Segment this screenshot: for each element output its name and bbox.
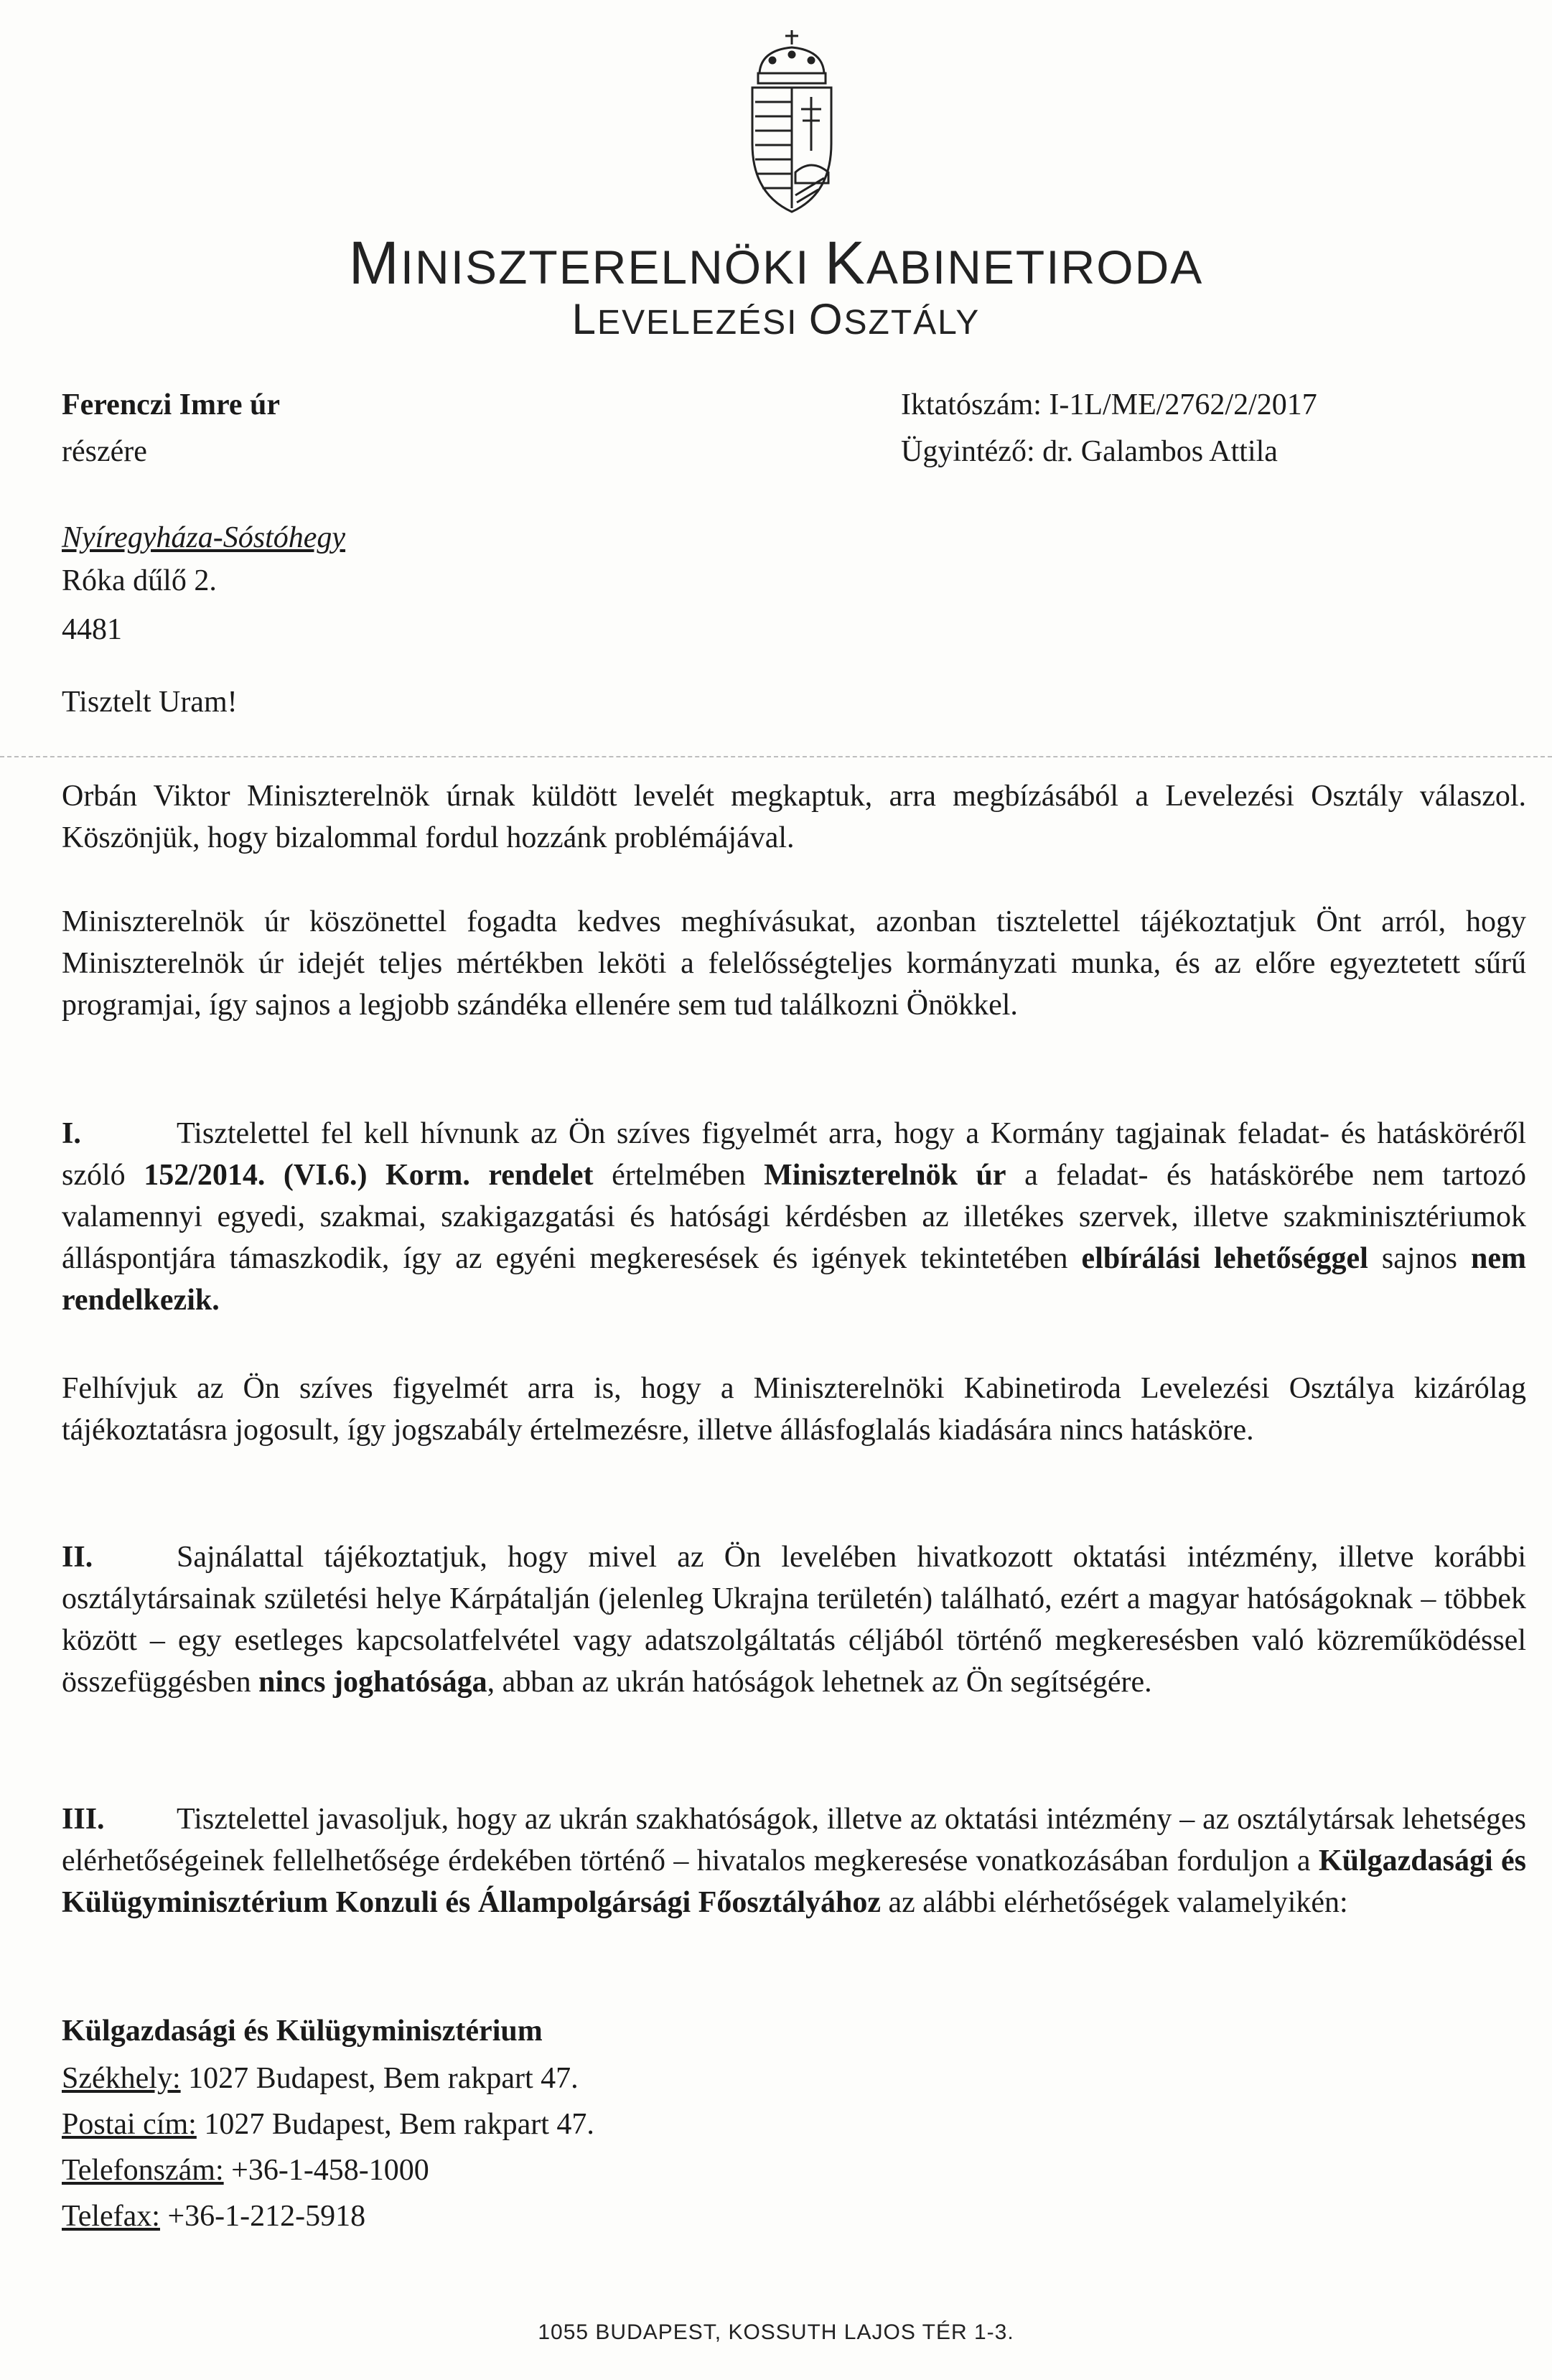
contact-label: Telefax: xyxy=(62,2200,160,2233)
paragraph-intro: Orbán Viktor Miniszterelnök úrnak küldött levelét megkaptuk, arra megbízásából a Levelezési Osztály válaszol. Köszönjük, hogy bizalommal fordul hozzánk problémájával. xyxy=(62,780,1526,854)
case-officer: Ügyintéző: dr. Galambos Attila xyxy=(901,435,1278,468)
contact-postal xyxy=(62,2104,594,2145)
recipient-street: Róka dűlő 2. xyxy=(62,564,217,597)
paragraph-text: sajnos xyxy=(1368,1242,1471,1275)
paragraph-invitation: Miniszterelnök úr köszönettel fogadta kedves meghívásukat, azonban tisztelettel tájékoztatjuk Önt arról, hogy Miniszterelnök úr idejét teljes mértékben leköti a felelősségteljes kormányzati munka, és az előre egyeztetett sűrű programjai, így sajnos a legjobb szándéka ellenére sem tud találkozni Önökkel. xyxy=(62,905,1526,1022)
fold-line xyxy=(0,756,1552,757)
contact-seat xyxy=(62,2058,579,2099)
contact-fax xyxy=(62,2195,365,2237)
coat-of-arms-icon xyxy=(738,29,846,215)
bold-text: nem rendelkezik. xyxy=(62,1242,1526,1317)
paragraph-text: értelmében xyxy=(593,1159,765,1192)
recipient-for: részére xyxy=(62,435,147,468)
section-number: III. xyxy=(62,1803,105,1836)
recipient-name: Ferenczi Imre úr xyxy=(62,388,280,421)
contact-value: +36-1-458-1000 xyxy=(223,2154,429,2187)
paragraph-section-1 xyxy=(62,1113,1526,1321)
contact-title: Külgazdasági és Külügyminisztérium xyxy=(62,2015,543,2048)
office-title: MINISZTERELNÖKI KABINETIRODA xyxy=(348,229,1204,297)
paragraph-section-2 xyxy=(62,1536,1526,1703)
bold-text: Külgazdasági és Külügyminisztérium Konzuli és Állampolgársági Főosztályához xyxy=(62,1844,1526,1919)
contact-value: +36-1-212-5918 xyxy=(159,2200,366,2233)
contact-phone xyxy=(62,2150,429,2191)
contact-value: 1027 Budapest, Bem rakpart 47. xyxy=(196,2108,594,2141)
contact-label: Székhely: xyxy=(62,2062,181,2095)
contact-value: 1027 Budapest, Bem rakpart 47. xyxy=(180,2062,579,2095)
paragraph-text: a feladat- és hatáskörébe nem tartozó valamennyi egyedi, szakmai, szakigazgatási és hatósági kérdésben az illetékes szervek, illetve szakminisztériumok álláspontjára támaszkodik, így az egyéni megkeresések és igények tekintetében xyxy=(62,1159,1527,1275)
reference-number: Iktatószám: I-1L/ME/2762/2/2017 xyxy=(901,388,1317,421)
recipient-zip: 4481 xyxy=(62,613,122,646)
bold-text: nincs joghatósága xyxy=(258,1666,487,1699)
bold-text: elbírálási lehetőséggel xyxy=(1081,1242,1368,1275)
paragraph-text: Tisztelettel javasoljuk, hogy az ukrán szakhatóságok, illetve az oktatási intézmény – az osztálytársak lehetséges elérhetőségeinek fellelhetősége érdekében történő – hivatalos megkeresése vonatkozásában forduljon a xyxy=(62,1803,1526,1877)
contact-label: Postai cím: xyxy=(62,2108,197,2141)
bold-text: 152/2014. (VI.6.) Korm. rendelet xyxy=(144,1159,594,1192)
section-number: II. xyxy=(62,1541,93,1574)
bold-text: Miniszterelnök úr xyxy=(764,1159,1006,1192)
department-title: LEVELEZÉSI OSZTÁLY xyxy=(571,295,981,343)
paragraph-text: az alábbi elérhetőségek valamelyikén: xyxy=(881,1886,1348,1919)
paragraph-section-3 xyxy=(62,1798,1526,1923)
paragraph-text: , abban az ukrán hatóságok lehetnek az Ön segítségére. xyxy=(487,1666,1152,1699)
recipient-city: Nyíregyháza-Sóstóhegy xyxy=(62,521,346,554)
footer-address: 1055 BUDAPEST, KOSSUTH LAJOS TÉR 1-3. xyxy=(538,2320,1014,2344)
paragraph-text: Sajnálattal tájékoztatjuk, hogy mivel az Ön levelében hivatkozott oktatási intézmény, illetve korábbi osztálytársainak születési helye Kárpátalján (jelenleg Ukrajna területén) található, ezért a magyar hatóságoknak – többek között – egy esetleges kapcsolatfelvétel vagy adatszolgáltatás céljából történő megkeresésben való közreműködéssel összefüggésben xyxy=(62,1541,1526,1699)
section-number: I. xyxy=(62,1117,81,1150)
contact-label: Telefonszám: xyxy=(62,2154,224,2187)
paragraph-text: Tisztelettel fel kell hívnunk az Ön szíves figyelmét arra, hogy a Kormány tagjainak feladat- és hatásköréről szóló xyxy=(62,1117,1526,1192)
paragraph-competence: Felhívjuk az Ön szíves figyelmét arra is, hogy a Miniszterelnöki Kabinetiroda Levelezési Osztálya kizárólag tájékoztatásra jogosult, így jogszabály értelmezésre, illetve állásfoglalás kiadására nincs hatásköre. xyxy=(62,1372,1526,1447)
salutation: Tisztelt Uram! xyxy=(62,686,238,719)
